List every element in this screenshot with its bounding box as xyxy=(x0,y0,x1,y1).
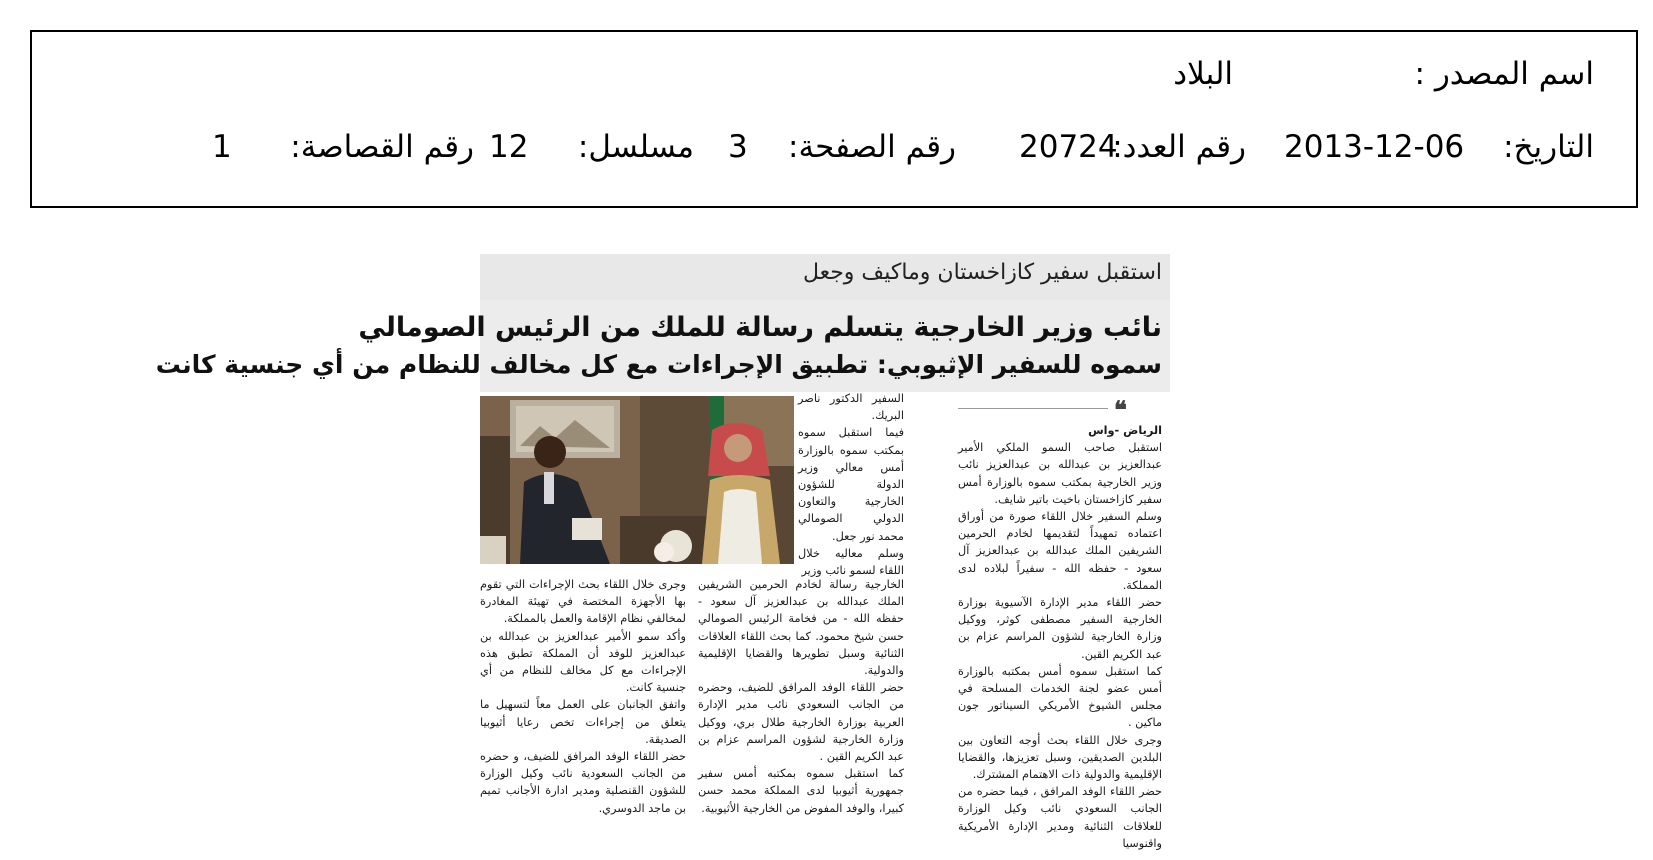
paragraph: كما استقبل سموه أمس بمكتبه بالوزارة أمس عضو لجنة الخدمات المسلحة في مجلس الشيوخ الأمريكي السيناتور جون ماكين . xyxy=(958,664,1162,730)
clip-number-value: 1 xyxy=(212,129,232,165)
article-photo xyxy=(480,396,794,564)
paragraph: وسلم معاليه خلال اللقاء لسمو نائب وزير xyxy=(798,546,904,578)
paragraph: حضر اللقاء الوفد المرافق ، فيما حضره من الجانب السعودي نائب وكيل الوزارة للعلاقات الثنائية ومدير الإدارة الأمريكية واقنوسيا xyxy=(958,785,1162,850)
serial-value: 12 xyxy=(489,129,529,165)
serial-label: مسلسل: xyxy=(577,129,694,165)
article-column-2 xyxy=(698,576,904,838)
paragraph: حضر اللقاء الوفد المرافق للضيف، و حضره من الجانب السعودية نائب وكيل الوزارة للشؤون القنصلية ومدير ادارة الأجانب تميم بن ماجد الدوسري. xyxy=(480,750,686,815)
quote-mark-icon: ❝ xyxy=(1114,395,1127,424)
dateline: الرياض -واس xyxy=(1088,424,1162,437)
clipping-header-box xyxy=(30,30,1638,208)
paragraph: الخارجية رسالة لخادم الحرمين الشريفين الملك عبدالله بن عبدالعزيز آل سعود - حفظه الله - من فخامة الرئيس الصومالي حسن شيخ محمود. كما بحث اللقاء العلاقات الثنائية وسبل تطويرها والقضايا الإقليمية والدولية. xyxy=(698,578,904,678)
article-column-1 xyxy=(958,422,1162,850)
page-label: رقم الصفحة: xyxy=(788,129,956,165)
paragraph: حضر اللقاء مدير الإدارة الآسيوية بوزارة الخارجية السفير مصطفى كوثر، ووكيل وزارة الخارجية لشؤون المراسم عزام بن عبد الكريم القين. xyxy=(958,596,1162,661)
paragraph: وسلم السفير خلال اللقاء صورة من أوراق اعتماده تمهيداً لتقديمها لخادم الحرمين الشريفين الملك عبدالله بن عبدالعزيز آل سعود - حفظه الله - سفيراً لبلاده لدى المملكة. xyxy=(958,510,1162,592)
date-value: 2013-12-06 xyxy=(1284,129,1465,165)
article-column-2-top xyxy=(798,390,904,576)
source-value: البلاد xyxy=(1173,56,1233,92)
paragraph: واتفق الجانبان على العمل معاً لتسهيل ما يتعلق من إجراءات تخص رعايا أثيوبيا الصديقة. xyxy=(480,698,686,746)
date-label: التاريخ: xyxy=(1503,129,1594,165)
page-value: 3 xyxy=(728,129,748,165)
source-label: اسم المصدر : xyxy=(1414,56,1594,92)
issue-value: 20724 xyxy=(1019,129,1118,165)
meeting-photo-image xyxy=(480,396,794,564)
paragraph: السفير الدكتور ناصر البريك. xyxy=(798,392,904,423)
paragraph: وجرى خلال اللقاء بحث الإجراءات التي تقوم بها الأجهزة المختصة في تهيئة المغادرة لمخالفي نظام الإقامة والعمل بالمملكة. xyxy=(480,578,686,626)
article-kicker: استقبل سفير كازاخستان وماكيف وجعل xyxy=(802,260,1162,285)
paragraph: استقبل صاحب السمو الملكي الأمير عبدالعزيز بن عبدالله بن عبدالعزيز نائب وزير الخارجية بمكتب سموه بالوزارة أمس سفير كازاخستان باخيت باتير شايف. xyxy=(958,441,1162,506)
issue-label: رقم العدد: xyxy=(1112,129,1246,165)
paragraph: كما استقبل سموه بمكتبه أمس سفير جمهورية أثيوبيا لدى المملكة محمد حسن كبيرا، والوفد المفوض من الخارجية الأثيوبية. xyxy=(698,767,904,815)
paragraph: فيما استقبل سموه بمكتب سموه بالوزارة أمس معالي وزير الدولة للشؤون الخارجية والتعاون الدولي الصومالي محمد نور جعل. xyxy=(798,426,904,543)
clip-number-label: رقم القصاصة: xyxy=(290,129,474,165)
paragraph: وأكد سمو الأمير عبدالعزيز بن عبدالله بن عبدالعزيز للوفد أن المملكة تطبق هذه الإجراءات مع كل مخالف للنظام من أي جنسية كانت. xyxy=(480,629,686,695)
article-headline: نائب وزير الخارجية يتسلم رسالة للملك من الرئيس الصومالي xyxy=(358,312,1162,343)
article-subheadline: سموه للسفير الإثيوبي: تطبيق الإجراءات مع كل مخالف للنظام من أي جنسية كانت xyxy=(155,350,1162,379)
divider xyxy=(958,408,1108,409)
paragraph: وجرى خلال اللقاء بحث أوجه التعاون بين البلدين الصديقين، وسبل تعزيزها، والقضايا الإقليمية والدولية ذات الاهتمام المشترك. xyxy=(958,733,1162,782)
paragraph: حضر اللقاء الوفد المرافق للضيف، وحضره من الجانب السعودي نائب مدير الإدارة العربية بوزارة الخارجية طلال بري، ووكيل وزارة الخارجية لشؤون المراسم عزام بن عبد الكريم القين . xyxy=(698,681,904,764)
article-column-3 xyxy=(480,576,686,838)
newspaper-clipping xyxy=(155,254,1170,850)
